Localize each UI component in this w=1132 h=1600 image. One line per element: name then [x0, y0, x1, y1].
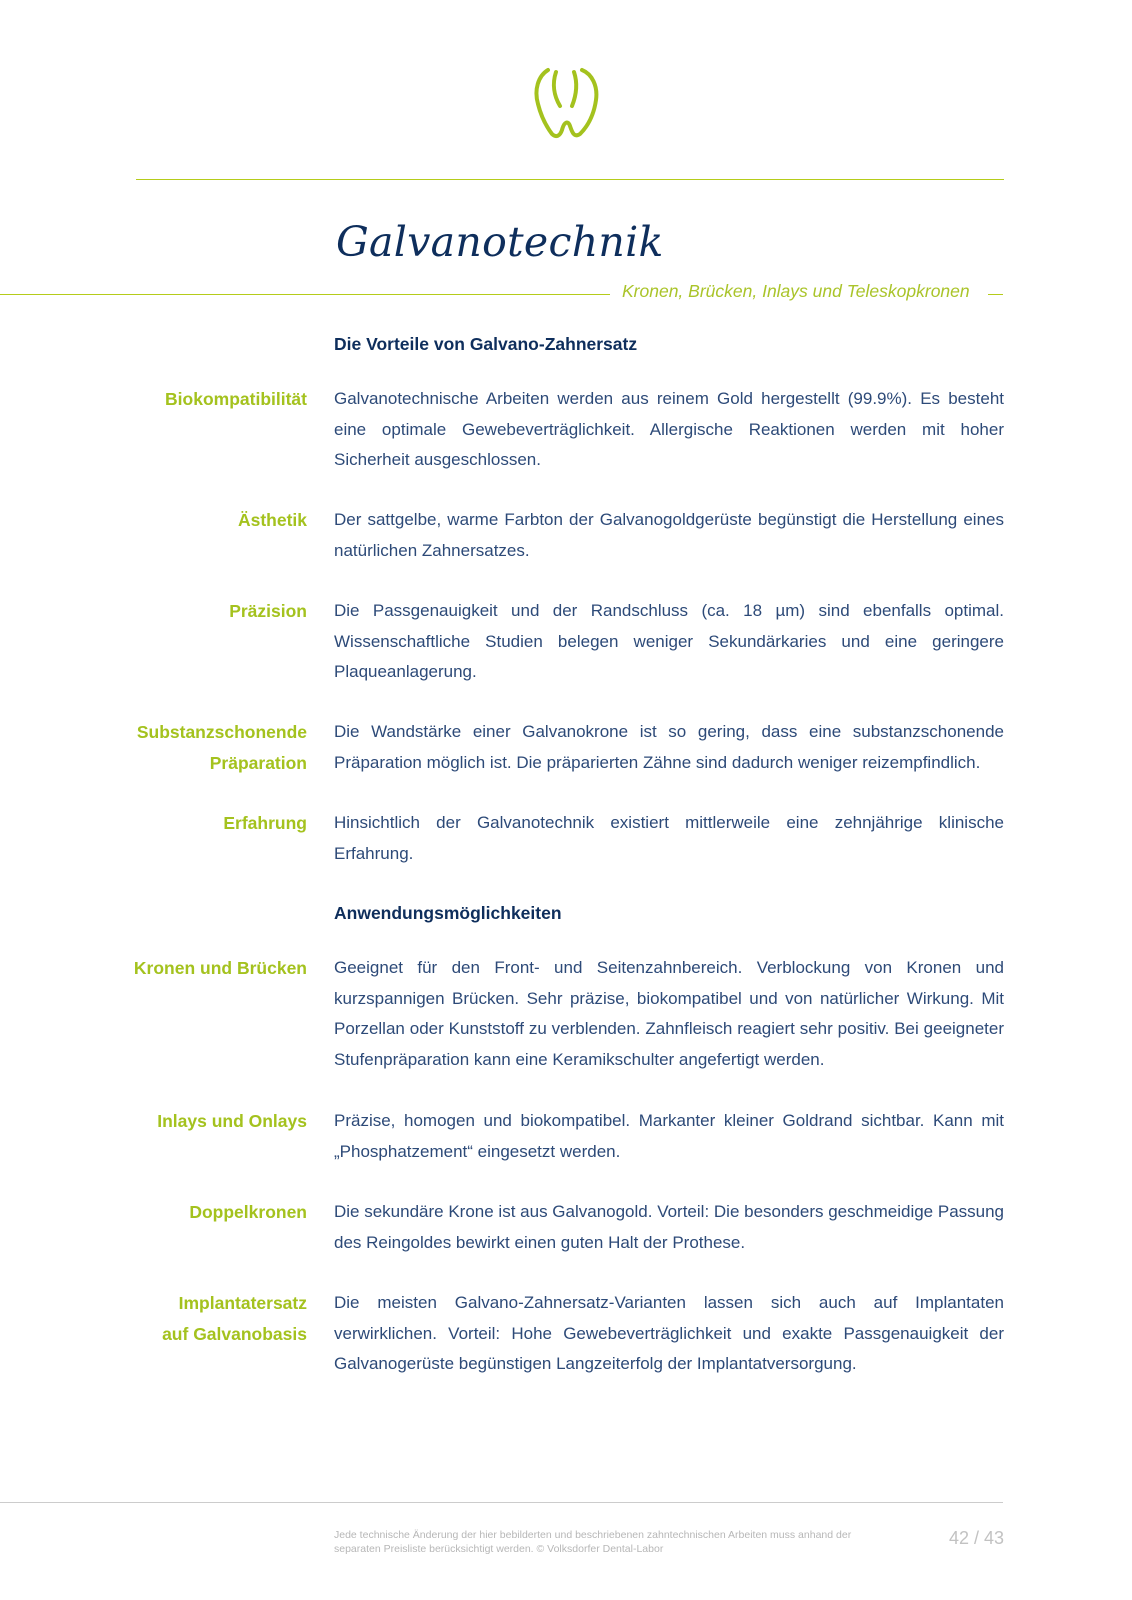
section-heading-advantages: Die Vorteile von Galvano-Zahnersatz	[334, 334, 638, 354]
header-divider	[136, 179, 1004, 180]
entry-text: Galvanotechnische Arbeiten werden aus reinem Gold hergestellt (99.9%). Es besteht eine optimale Gewebeverträglichkeit. Allergische Reaktionen werden mit hoher Sicherheit ausgeschlossen.	[334, 389, 1004, 470]
entry-label: Doppelkronen	[189, 1202, 307, 1222]
entry-text: Geeignet für den Front- und Seitenzahnbereich. Verblockung von Kronen und kurzspannigen Brücken. Sehr präzise, biokompatibel und von natürlicher Wirkung. Mit Porzellan oder Kunststoff zu verblenden. Zahnfleisch reagiert sehr positiv. Bei geeigneter Stufenpräparation kann eine Keramikschulter angefertigt werden.	[334, 958, 1004, 1070]
subtitle-rule-right	[988, 294, 1003, 295]
entry-label: Ästhetik	[237, 510, 307, 530]
page-subtitle: Kronen, Brücken, Inlays und Teleskopkronen	[622, 281, 970, 301]
footer-divider	[0, 1502, 1003, 1503]
entry-label: Implantatersatz auf Galvanobasis	[162, 1293, 307, 1344]
footer-note: Jede technische Änderung der hier bebilderten und beschriebenen zahntechnischen Arbeiten muss anhand der separaten Preisliste berücksichtigt werden. © Volksdorfer Dental-Labor	[334, 1529, 852, 1555]
entry-text: Präzise, homogen und biokompatibel. Markanter kleiner Goldrand sichtbar. Kann mit „Phosphatzement“ eingesetzt werden.	[334, 1111, 1004, 1161]
entry-text: Die sekundäre Krone ist aus Galvanogold. Vorteil: Die besonders geschmeidige Passung des Reingoldes bewirkt einen guten Halt der Prothese.	[334, 1202, 1005, 1252]
entry-label: Erfahrung	[223, 813, 307, 833]
entry-text: Die Wandstärke einer Galvanokrone ist so gering, dass eine substanzschonende Präparation möglich ist. Die präparierten Zähne sind dadurch weniger reizempfindlich.	[334, 722, 1004, 772]
entry-text: Die meisten Galvano-Zahnersatz-Varianten lassen sich auch auf Implantaten verwirklichen. Vorteil: Hohe Gewebeverträglichkeit und exakte Passgenauigkeit der Galvanogerüste begünstigen Langzeiterfolg der Implantatversorgung.	[334, 1293, 1004, 1374]
entry-text: Die Passgenauigkeit und der Randschluss (ca. 18 µm) sind ebenfalls optimal. Wissenschaftliche Studien belegen weniger Sekundärkaries und eine geringere Plaqueanlagerung.	[334, 601, 1004, 682]
entry-text: Der sattgelbe, warme Farbton der Galvanogoldgerüste begünstigt die Herstellung eines natürlichen Zahnersatzes.	[334, 510, 1004, 560]
entry-label: Substanzschonende Präparation	[136, 722, 307, 773]
section-heading-applications: Anwendungsmöglichkeiten	[334, 903, 562, 923]
entry-label: Kronen und Brücken	[133, 958, 307, 978]
entry-label: Inlays und Onlays	[157, 1111, 307, 1131]
entry-label: Biokompatibilität	[165, 389, 307, 409]
entry-label: Präzision	[229, 601, 307, 621]
subtitle-rule-left	[0, 294, 610, 295]
page-title: Galvanotechnik	[336, 218, 664, 266]
tooth-logo-icon	[530, 66, 602, 140]
entry-text: Hinsichtlich der Galvanotechnik existiert mittlerweile eine zehnjährige klinische Erfahrung.	[334, 813, 1004, 863]
page-number: 42 / 43	[948, 1528, 1004, 1548]
